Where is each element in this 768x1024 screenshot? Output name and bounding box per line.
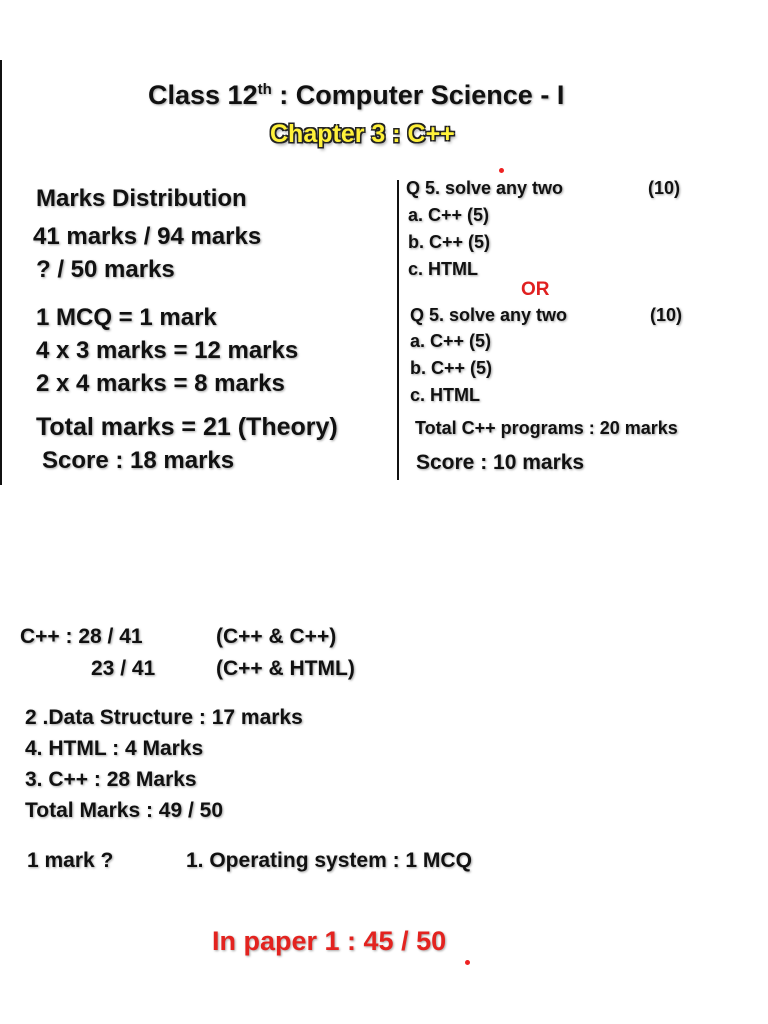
page-title: Class 12th : Computer Science - I bbox=[148, 80, 565, 110]
marks-line-3: 1 MCQ = 1 mark bbox=[36, 304, 217, 331]
alt-option-b: b. C++ (5) bbox=[410, 358, 493, 378]
option-c: c. HTML bbox=[408, 259, 478, 279]
theory-total: Total marks = 21 (Theory) bbox=[36, 413, 338, 441]
theory-score: Score : 18 marks bbox=[42, 447, 235, 474]
operating-system-mcq: 1. Operating system : 1 MCQ bbox=[186, 849, 472, 872]
cpp-alt-note: (C++ & HTML) bbox=[216, 657, 355, 680]
marks-line-4: 4 x 3 marks = 12 marks bbox=[36, 337, 299, 364]
cpp-score-note: (C++ & C++) bbox=[216, 625, 337, 648]
question-5-heading: Q 5. solve any two bbox=[406, 178, 564, 198]
option-b: b. C++ (5) bbox=[408, 232, 491, 252]
marks-line-2: ? / 50 marks bbox=[36, 256, 175, 283]
total-marks: Total Marks : 49 / 50 bbox=[25, 799, 224, 822]
chapter-heading: Chapter 3 : C++ bbox=[270, 120, 455, 148]
marks-line-1: 41 marks / 94 marks bbox=[33, 223, 262, 250]
one-mark-question: 1 mark ? bbox=[27, 849, 114, 872]
cpp-marks: 3. C++ : 28 Marks bbox=[25, 768, 197, 791]
marks-distribution-heading: Marks Distribution bbox=[36, 185, 247, 212]
paper-1-result: In paper 1 : 45 / 50 bbox=[212, 926, 447, 956]
marks-line-5: 2 x 4 marks = 8 marks bbox=[36, 370, 285, 397]
programs-score: Score : 10 marks bbox=[416, 451, 585, 474]
alt-option-c: c. HTML bbox=[410, 385, 480, 405]
column-divider bbox=[397, 180, 399, 480]
data-structure-marks: 2 .Data Structure : 17 marks bbox=[25, 706, 303, 729]
html-marks: 4. HTML : 4 Marks bbox=[25, 737, 204, 760]
cpp-score-label: C++ : 28 / 41 bbox=[20, 625, 143, 648]
red-dot-marker-bottom bbox=[465, 960, 470, 965]
question-5-alt-heading: Q 5. solve any two bbox=[410, 305, 568, 325]
cpp-alt-score: 23 / 41 bbox=[91, 657, 156, 680]
red-dot-marker bbox=[499, 168, 504, 173]
option-a: a. C++ (5) bbox=[408, 205, 490, 225]
alt-option-a: a. C++ (5) bbox=[410, 331, 492, 351]
question-5-marks: (10) bbox=[648, 178, 681, 198]
left-edge-line bbox=[0, 60, 2, 485]
question-5-alt-marks: (10) bbox=[650, 305, 683, 325]
programs-total: Total C++ programs : 20 marks bbox=[415, 418, 678, 438]
or-divider-label: OR bbox=[521, 279, 550, 300]
